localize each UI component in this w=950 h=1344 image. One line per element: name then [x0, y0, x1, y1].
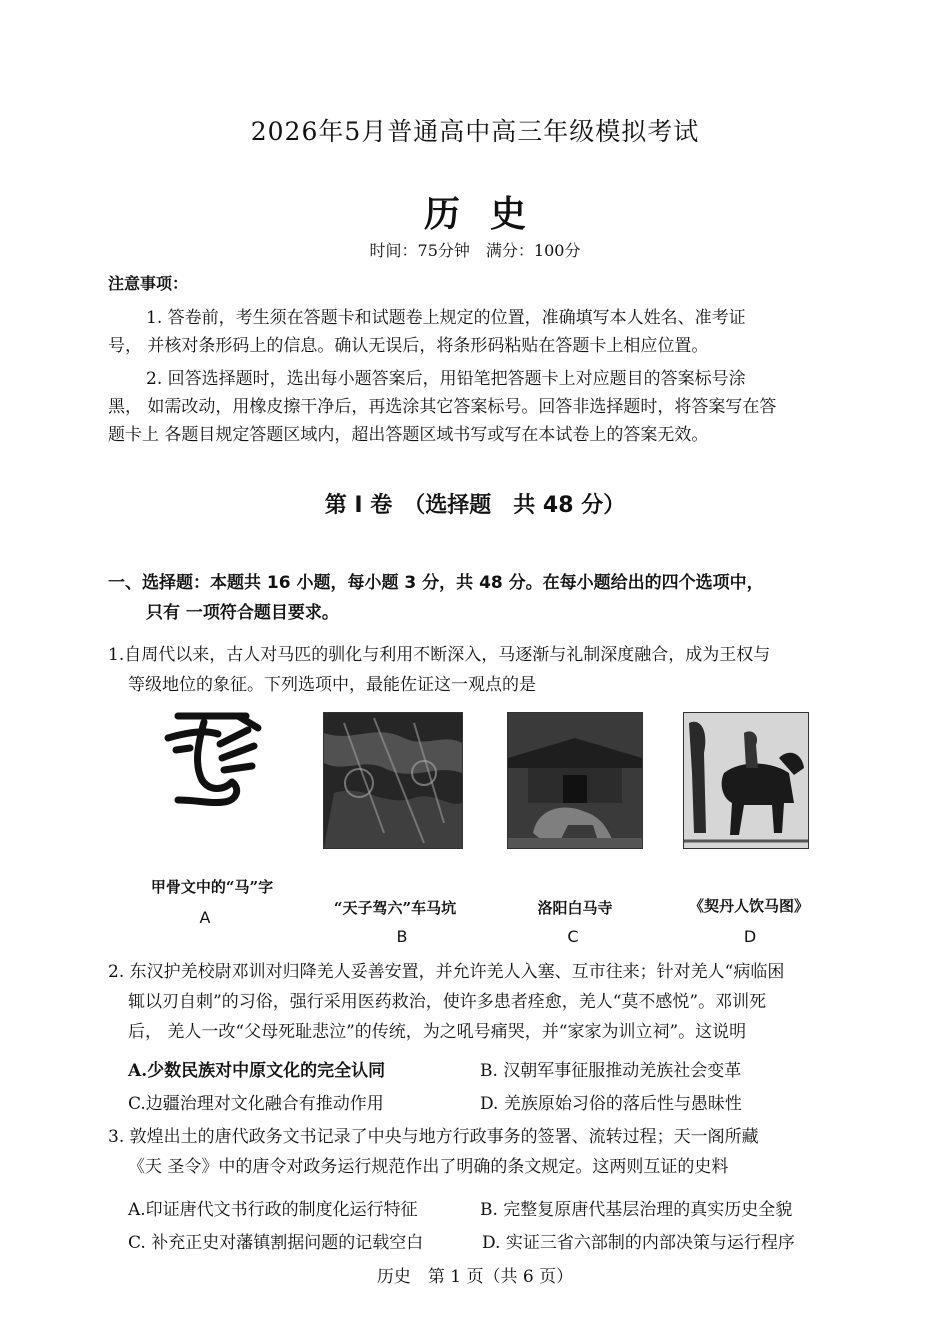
question-3-line-1: 3. 敦煌出土的唐代政务文书记录了中央与地方行政事务的签署、流转过程；天一阁所藏 [108, 1127, 759, 1147]
notice-item-2-line-1: 2. 回答选择题时，选出每小题答案后，用铅笔把答题卡上对应题目的答案标号涂 [146, 369, 746, 389]
question-2-option-a: A.少数民族对中原文化的完全认同 [128, 1061, 386, 1081]
question-2-option-b: B. 汉朝军事征服推动羌族社会变革 [480, 1061, 742, 1081]
option-d-letter: D [743, 927, 757, 946]
exam-title: 2026年5月普通高中高三年级模拟考试 [250, 117, 700, 146]
question-3-option-d: D. 实证三省六部制的内部决策与运行程序 [482, 1233, 795, 1253]
section-title: 第 I 卷 （选择题 共 48 分） [324, 493, 626, 518]
part-1-line-1: 一、选择题：本题共 16 小题，每小题 3 分，共 48 分。在每小题给出的四个选项中， [108, 573, 764, 593]
time-info: 时间：75分钟 满分：100分 [369, 241, 581, 260]
question-1 [108, 640, 853, 700]
question-2-line-1: 2. 东汉护羌校尉邓训对归降羌人妥善安置，并允许羌人入塞、互市往来；针对羌人“病临困 [108, 962, 785, 982]
question-2 [108, 957, 853, 1047]
question-1-line-2: 等级地位的象征。下列选项中，最能佐证这一观点的是 [128, 675, 536, 695]
question-3-option-a: A.印证唐代文书行政的制度化运行特征 [128, 1200, 418, 1220]
notice-item-2 [108, 365, 843, 449]
notice-item-2-line-2: 黑， 如需改动，用橡皮擦干净后，再选涂其它答案标号。回答非选择题时，将答案写在答 [108, 397, 777, 417]
question-3-option-c: C. 补充正史对藩镇割据问题的记载空白 [128, 1233, 424, 1253]
question-3-line-2: 《天 圣令》中的唐令对政务运行规范作出了明确的条文规定。这两则互证的史料 [128, 1157, 729, 1177]
question-2-option-d: D. 羌族原始习俗的落后性与愚昧性 [480, 1094, 742, 1114]
question-3-option-b: B. 完整复原唐代基层治理的真实历史全貌 [480, 1200, 793, 1220]
question-1-line-1: 1.自周代以来，古人对马匹的驯化与利用不断深入，马逐渐与礼制深度融合，成为王权与 [108, 645, 771, 665]
oracle-bone-horse-image [158, 708, 268, 813]
question-2-line-2: 辄以刃自刺”的习俗，强行采用医药救治，使许多患者痊愈，羌人“莫不感悦”。邓训死 [128, 992, 767, 1012]
question-3 [108, 1122, 853, 1182]
question-2-option-c: C.边疆治理对文化融合有推动作用 [128, 1094, 384, 1114]
notice-item-2-line-3: 题卡上 各题目规定答题区域内，超出答题区域书写或写在本试卷上的答案无效。 [108, 425, 709, 445]
white-horse-temple-photo [507, 712, 643, 849]
option-c-letter: C [567, 927, 579, 946]
option-b-letter: B [396, 927, 408, 946]
subject-title: 历史 [423, 193, 556, 235]
option-c-caption: 洛阳白马寺 [537, 899, 613, 917]
notice-item-1 [108, 304, 843, 360]
option-b-caption: “天子驾六”车马坑 [333, 899, 457, 917]
notice-item-1-line-2: 号， 并核对条形码上的信息。确认无误后，将条形码粘贴在答题卡上相应位置。 [108, 336, 709, 356]
part-1-line-2: 只有 一项符合题目要求。 [146, 603, 339, 623]
part-1-heading [108, 568, 848, 628]
option-a-caption: 甲骨文中的“马”字 [150, 878, 274, 896]
notice-heading: 注意事项： [108, 274, 189, 293]
question-2-line-3: 后， 羌人一改“父母死耻悲泣”的传统，为之吼号痛哭，并“家家为训立祠”。这说明 [128, 1022, 747, 1042]
notice-item-1-line-1: 1. 答卷前，考生须在答题卡和试题卷上规定的位置，准确填写本人姓名、准考证 [146, 308, 746, 328]
khitan-painting-image [683, 712, 809, 849]
page-footer: 历史 第 1 页（共 6 页） [376, 1267, 574, 1287]
option-a-letter: A [199, 908, 211, 927]
chariot-pit-photo [323, 712, 463, 849]
option-d-caption: 《契丹人饮马图》 [688, 897, 809, 915]
